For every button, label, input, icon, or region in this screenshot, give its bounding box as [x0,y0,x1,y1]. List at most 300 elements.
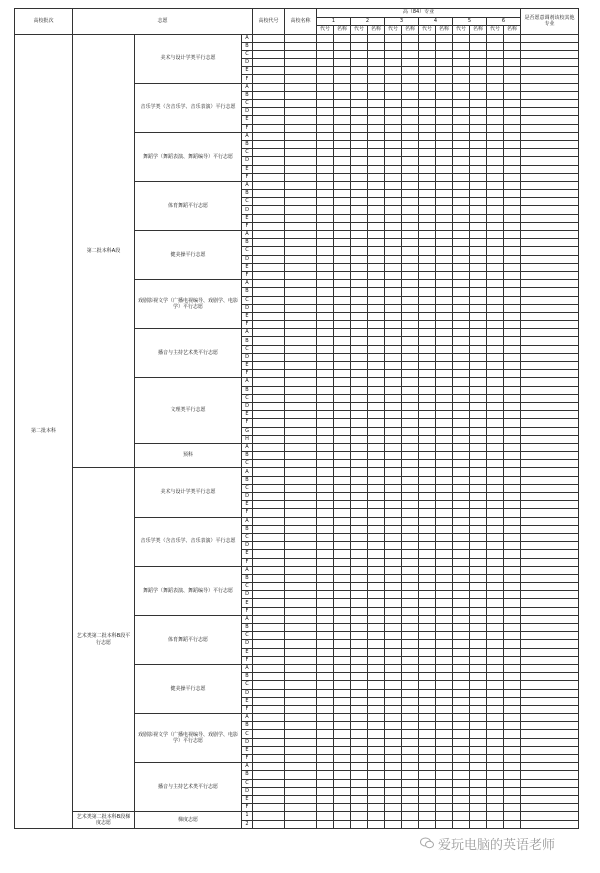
adjust-cell[interactable] [521,763,579,771]
major-code-cell[interactable] [385,730,402,738]
major-name-cell[interactable] [402,681,419,689]
major-code-cell[interactable] [453,705,470,713]
major-code-cell[interactable] [385,181,402,189]
major-code-cell[interactable] [317,173,334,181]
adjust-cell[interactable] [521,705,579,713]
major-code-cell[interactable] [419,509,436,517]
major-code-cell[interactable] [453,329,470,337]
adjust-cell[interactable] [521,533,579,541]
major-name-cell[interactable] [368,722,385,730]
major-name-cell[interactable] [402,75,419,83]
major-name-cell[interactable] [470,722,487,730]
major-name-cell[interactable] [436,181,453,189]
major-code-cell[interactable] [351,132,368,140]
major-name-cell[interactable] [470,149,487,157]
major-code-cell[interactable] [419,312,436,320]
major-name-cell[interactable] [436,198,453,206]
major-code-cell[interactable] [385,673,402,681]
major-name-cell[interactable] [504,452,521,460]
major-name-cell[interactable] [334,591,351,599]
major-name-cell[interactable] [436,59,453,67]
school-name-cell[interactable] [285,206,317,214]
school-name-cell[interactable] [285,787,317,795]
major-name-cell[interactable] [504,542,521,550]
major-code-cell[interactable] [487,730,504,738]
major-code-cell[interactable] [385,165,402,173]
major-name-cell[interactable] [368,50,385,58]
major-code-cell[interactable] [487,542,504,550]
major-code-cell[interactable] [385,493,402,501]
school-name-cell[interactable] [285,804,317,812]
major-name-cell[interactable] [368,795,385,803]
school-name-cell[interactable] [285,91,317,99]
major-name-cell[interactable] [504,386,521,394]
major-code-cell[interactable] [453,345,470,353]
major-name-cell[interactable] [436,689,453,697]
major-code-cell[interactable] [351,59,368,67]
major-code-cell[interactable] [453,615,470,623]
school-code-cell[interactable] [253,149,285,157]
major-code-cell[interactable] [487,198,504,206]
major-code-cell[interactable] [385,787,402,795]
major-name-cell[interactable] [334,681,351,689]
major-name-cell[interactable] [334,583,351,591]
major-name-cell[interactable] [334,214,351,222]
school-code-cell[interactable] [253,705,285,713]
school-name-cell[interactable] [285,656,317,664]
major-name-cell[interactable] [368,533,385,541]
major-code-cell[interactable] [385,714,402,722]
major-name-cell[interactable] [334,124,351,132]
adjust-cell[interactable] [521,714,579,722]
major-name-cell[interactable] [334,517,351,525]
adjust-cell[interactable] [521,337,579,345]
major-code-cell[interactable] [317,738,334,746]
major-name-cell[interactable] [402,779,419,787]
school-name-cell[interactable] [285,460,317,468]
major-code-cell[interactable] [317,452,334,460]
school-code-cell[interactable] [253,394,285,402]
major-name-cell[interactable] [504,247,521,255]
major-name-cell[interactable] [402,443,419,451]
school-name-cell[interactable] [285,615,317,623]
major-code-cell[interactable] [385,697,402,705]
major-code-cell[interactable] [351,394,368,402]
school-code-cell[interactable] [253,132,285,140]
major-name-cell[interactable] [368,566,385,574]
major-name-cell[interactable] [368,419,385,427]
major-name-cell[interactable] [436,50,453,58]
major-code-cell[interactable] [487,550,504,558]
school-code-cell[interactable] [253,558,285,566]
major-code-cell[interactable] [419,771,436,779]
major-code-cell[interactable] [453,763,470,771]
major-code-cell[interactable] [351,124,368,132]
adjust-cell[interactable] [521,173,579,181]
major-name-cell[interactable] [402,402,419,410]
major-code-cell[interactable] [487,378,504,386]
major-name-cell[interactable] [402,804,419,812]
major-code-cell[interactable] [385,771,402,779]
major-name-cell[interactable] [436,312,453,320]
school-code-cell[interactable] [253,263,285,271]
major-name-cell[interactable] [436,378,453,386]
major-code-cell[interactable] [453,181,470,189]
major-name-cell[interactable] [368,345,385,353]
major-name-cell[interactable] [504,484,521,492]
major-name-cell[interactable] [470,681,487,689]
major-name-cell[interactable] [436,632,453,640]
school-name-cell[interactable] [285,271,317,279]
major-code-cell[interactable] [385,501,402,509]
major-name-cell[interactable] [334,820,351,828]
major-name-cell[interactable] [504,124,521,132]
major-code-cell[interactable] [453,697,470,705]
major-code-cell[interactable] [487,165,504,173]
major-code-cell[interactable] [487,214,504,222]
major-name-cell[interactable] [368,231,385,239]
major-name-cell[interactable] [470,190,487,198]
major-name-cell[interactable] [334,705,351,713]
adjust-cell[interactable] [521,689,579,697]
major-code-cell[interactable] [385,542,402,550]
major-code-cell[interactable] [317,206,334,214]
major-name-cell[interactable] [334,435,351,443]
major-code-cell[interactable] [453,804,470,812]
major-name-cell[interactable] [470,664,487,672]
adjust-cell[interactable] [521,214,579,222]
major-name-cell[interactable] [436,664,453,672]
school-code-cell[interactable] [253,67,285,75]
major-name-cell[interactable] [436,738,453,746]
major-name-cell[interactable] [504,722,521,730]
major-name-cell[interactable] [334,525,351,533]
major-name-cell[interactable] [436,779,453,787]
major-name-cell[interactable] [334,533,351,541]
school-code-cell[interactable] [253,288,285,296]
major-code-cell[interactable] [487,329,504,337]
school-code-cell[interactable] [253,116,285,124]
major-name-cell[interactable] [368,140,385,148]
major-code-cell[interactable] [453,222,470,230]
major-code-cell[interactable] [317,312,334,320]
major-name-cell[interactable] [470,460,487,468]
school-code-cell[interactable] [253,771,285,779]
major-code-cell[interactable] [317,247,334,255]
major-name-cell[interactable] [402,591,419,599]
major-code-cell[interactable] [453,476,470,484]
major-code-cell[interactable] [487,116,504,124]
major-name-cell[interactable] [402,763,419,771]
major-name-cell[interactable] [470,83,487,91]
major-code-cell[interactable] [351,271,368,279]
major-code-cell[interactable] [385,304,402,312]
major-name-cell[interactable] [402,173,419,181]
major-code-cell[interactable] [453,75,470,83]
major-name-cell[interactable] [436,362,453,370]
school-code-cell[interactable] [253,493,285,501]
major-name-cell[interactable] [504,362,521,370]
major-name-cell[interactable] [402,345,419,353]
school-code-cell[interactable] [253,411,285,419]
major-code-cell[interactable] [419,501,436,509]
major-name-cell[interactable] [436,501,453,509]
major-name-cell[interactable] [436,304,453,312]
major-name-cell[interactable] [402,574,419,582]
major-name-cell[interactable] [436,476,453,484]
major-code-cell[interactable] [317,337,334,345]
major-code-cell[interactable] [385,664,402,672]
major-name-cell[interactable] [402,296,419,304]
major-code-cell[interactable] [419,304,436,312]
school-code-cell[interactable] [253,231,285,239]
adjust-cell[interactable] [521,787,579,795]
major-code-cell[interactable] [317,542,334,550]
school-code-cell[interactable] [253,501,285,509]
major-code-cell[interactable] [453,607,470,615]
major-name-cell[interactable] [504,427,521,435]
major-code-cell[interactable] [419,443,436,451]
major-name-cell[interactable] [436,607,453,615]
major-code-cell[interactable] [453,755,470,763]
major-name-cell[interactable] [402,222,419,230]
major-name-cell[interactable] [402,566,419,574]
school-code-cell[interactable] [253,509,285,517]
major-code-cell[interactable] [419,83,436,91]
major-name-cell[interactable] [368,312,385,320]
major-code-cell[interactable] [351,525,368,533]
adjust-cell[interactable] [521,673,579,681]
major-code-cell[interactable] [351,615,368,623]
school-name-cell[interactable] [285,34,317,42]
adjust-cell[interactable] [521,280,579,288]
major-code-cell[interactable] [385,443,402,451]
major-code-cell[interactable] [419,239,436,247]
adjust-cell[interactable] [521,362,579,370]
major-name-cell[interactable] [368,820,385,828]
adjust-cell[interactable] [521,771,579,779]
major-name-cell[interactable] [436,771,453,779]
major-name-cell[interactable] [504,255,521,263]
school-code-cell[interactable] [253,525,285,533]
school-code-cell[interactable] [253,34,285,42]
school-code-cell[interactable] [253,362,285,370]
major-code-cell[interactable] [351,443,368,451]
major-name-cell[interactable] [334,730,351,738]
major-code-cell[interactable] [317,550,334,558]
major-code-cell[interactable] [385,140,402,148]
major-code-cell[interactable] [317,190,334,198]
major-name-cell[interactable] [436,165,453,173]
major-code-cell[interactable] [317,763,334,771]
school-code-cell[interactable] [253,337,285,345]
major-code-cell[interactable] [487,755,504,763]
major-name-cell[interactable] [504,583,521,591]
school-code-cell[interactable] [253,239,285,247]
major-name-cell[interactable] [436,583,453,591]
school-code-cell[interactable] [253,345,285,353]
major-name-cell[interactable] [436,222,453,230]
major-code-cell[interactable] [419,75,436,83]
adjust-cell[interactable] [521,345,579,353]
major-name-cell[interactable] [504,624,521,632]
major-name-cell[interactable] [504,370,521,378]
adjust-cell[interactable] [521,746,579,754]
school-name-cell[interactable] [285,566,317,574]
major-name-cell[interactable] [368,247,385,255]
major-code-cell[interactable] [453,280,470,288]
major-name-cell[interactable] [368,452,385,460]
major-code-cell[interactable] [419,362,436,370]
school-name-cell[interactable] [285,321,317,329]
major-code-cell[interactable] [351,566,368,574]
major-name-cell[interactable] [402,100,419,108]
major-code-cell[interactable] [317,132,334,140]
major-code-cell[interactable] [317,255,334,263]
school-name-cell[interactable] [285,296,317,304]
major-code-cell[interactable] [453,206,470,214]
major-code-cell[interactable] [385,124,402,132]
major-name-cell[interactable] [504,402,521,410]
school-name-cell[interactable] [285,165,317,173]
major-name-cell[interactable] [436,468,453,476]
major-code-cell[interactable] [453,460,470,468]
major-name-cell[interactable] [334,493,351,501]
major-code-cell[interactable] [487,771,504,779]
major-code-cell[interactable] [317,140,334,148]
major-name-cell[interactable] [402,263,419,271]
major-name-cell[interactable] [368,812,385,820]
major-code-cell[interactable] [419,574,436,582]
school-name-cell[interactable] [285,190,317,198]
major-name-cell[interactable] [334,812,351,820]
major-code-cell[interactable] [419,525,436,533]
major-name-cell[interactable] [402,689,419,697]
school-name-cell[interactable] [285,525,317,533]
major-name-cell[interactable] [436,394,453,402]
major-name-cell[interactable] [402,206,419,214]
adjust-cell[interactable] [521,664,579,672]
major-code-cell[interactable] [453,550,470,558]
major-name-cell[interactable] [402,460,419,468]
major-name-cell[interactable] [334,116,351,124]
major-code-cell[interactable] [419,214,436,222]
major-name-cell[interactable] [334,386,351,394]
major-code-cell[interactable] [419,394,436,402]
major-code-cell[interactable] [453,67,470,75]
major-code-cell[interactable] [453,140,470,148]
major-code-cell[interactable] [385,263,402,271]
major-name-cell[interactable] [470,468,487,476]
major-code-cell[interactable] [419,370,436,378]
major-code-cell[interactable] [385,362,402,370]
major-code-cell[interactable] [419,149,436,157]
major-name-cell[interactable] [436,345,453,353]
major-name-cell[interactable] [436,173,453,181]
major-name-cell[interactable] [334,280,351,288]
school-name-cell[interactable] [285,517,317,525]
adjust-cell[interactable] [521,509,579,517]
major-name-cell[interactable] [470,296,487,304]
adjust-cell[interactable] [521,648,579,656]
major-name-cell[interactable] [334,468,351,476]
major-code-cell[interactable] [487,681,504,689]
school-name-cell[interactable] [285,771,317,779]
major-name-cell[interactable] [436,34,453,42]
major-name-cell[interactable] [402,730,419,738]
major-code-cell[interactable] [317,165,334,173]
major-name-cell[interactable] [504,804,521,812]
major-code-cell[interactable] [385,648,402,656]
adjust-cell[interactable] [521,656,579,664]
major-name-cell[interactable] [504,664,521,672]
major-name-cell[interactable] [470,689,487,697]
major-code-cell[interactable] [385,550,402,558]
major-code-cell[interactable] [317,689,334,697]
major-code-cell[interactable] [487,91,504,99]
adjust-cell[interactable] [521,681,579,689]
major-name-cell[interactable] [470,370,487,378]
major-code-cell[interactable] [419,763,436,771]
major-code-cell[interactable] [351,329,368,337]
major-name-cell[interactable] [402,656,419,664]
major-name-cell[interactable] [504,574,521,582]
major-name-cell[interactable] [402,370,419,378]
major-name-cell[interactable] [368,632,385,640]
major-code-cell[interactable] [419,50,436,58]
major-code-cell[interactable] [317,288,334,296]
major-name-cell[interactable] [368,362,385,370]
major-code-cell[interactable] [419,640,436,648]
major-code-cell[interactable] [317,501,334,509]
major-name-cell[interactable] [504,91,521,99]
major-code-cell[interactable] [385,681,402,689]
major-name-cell[interactable] [402,362,419,370]
school-name-cell[interactable] [285,75,317,83]
major-code-cell[interactable] [385,804,402,812]
major-code-cell[interactable] [317,583,334,591]
school-name-cell[interactable] [285,591,317,599]
major-name-cell[interactable] [334,632,351,640]
major-code-cell[interactable] [351,673,368,681]
adjust-cell[interactable] [521,812,579,820]
major-code-cell[interactable] [351,509,368,517]
major-name-cell[interactable] [470,574,487,582]
school-name-cell[interactable] [285,550,317,558]
major-code-cell[interactable] [487,312,504,320]
school-code-cell[interactable] [253,697,285,705]
major-code-cell[interactable] [317,493,334,501]
major-code-cell[interactable] [385,583,402,591]
major-code-cell[interactable] [453,271,470,279]
major-name-cell[interactable] [436,722,453,730]
school-name-cell[interactable] [285,763,317,771]
major-code-cell[interactable] [385,427,402,435]
school-code-cell[interactable] [253,181,285,189]
major-name-cell[interactable] [334,714,351,722]
major-name-cell[interactable] [402,722,419,730]
major-code-cell[interactable] [351,533,368,541]
major-name-cell[interactable] [436,640,453,648]
adjust-cell[interactable] [521,738,579,746]
school-name-cell[interactable] [285,632,317,640]
major-name-cell[interactable] [334,574,351,582]
major-code-cell[interactable] [419,550,436,558]
major-name-cell[interactable] [402,558,419,566]
major-code-cell[interactable] [487,222,504,230]
major-name-cell[interactable] [334,673,351,681]
major-name-cell[interactable] [436,591,453,599]
